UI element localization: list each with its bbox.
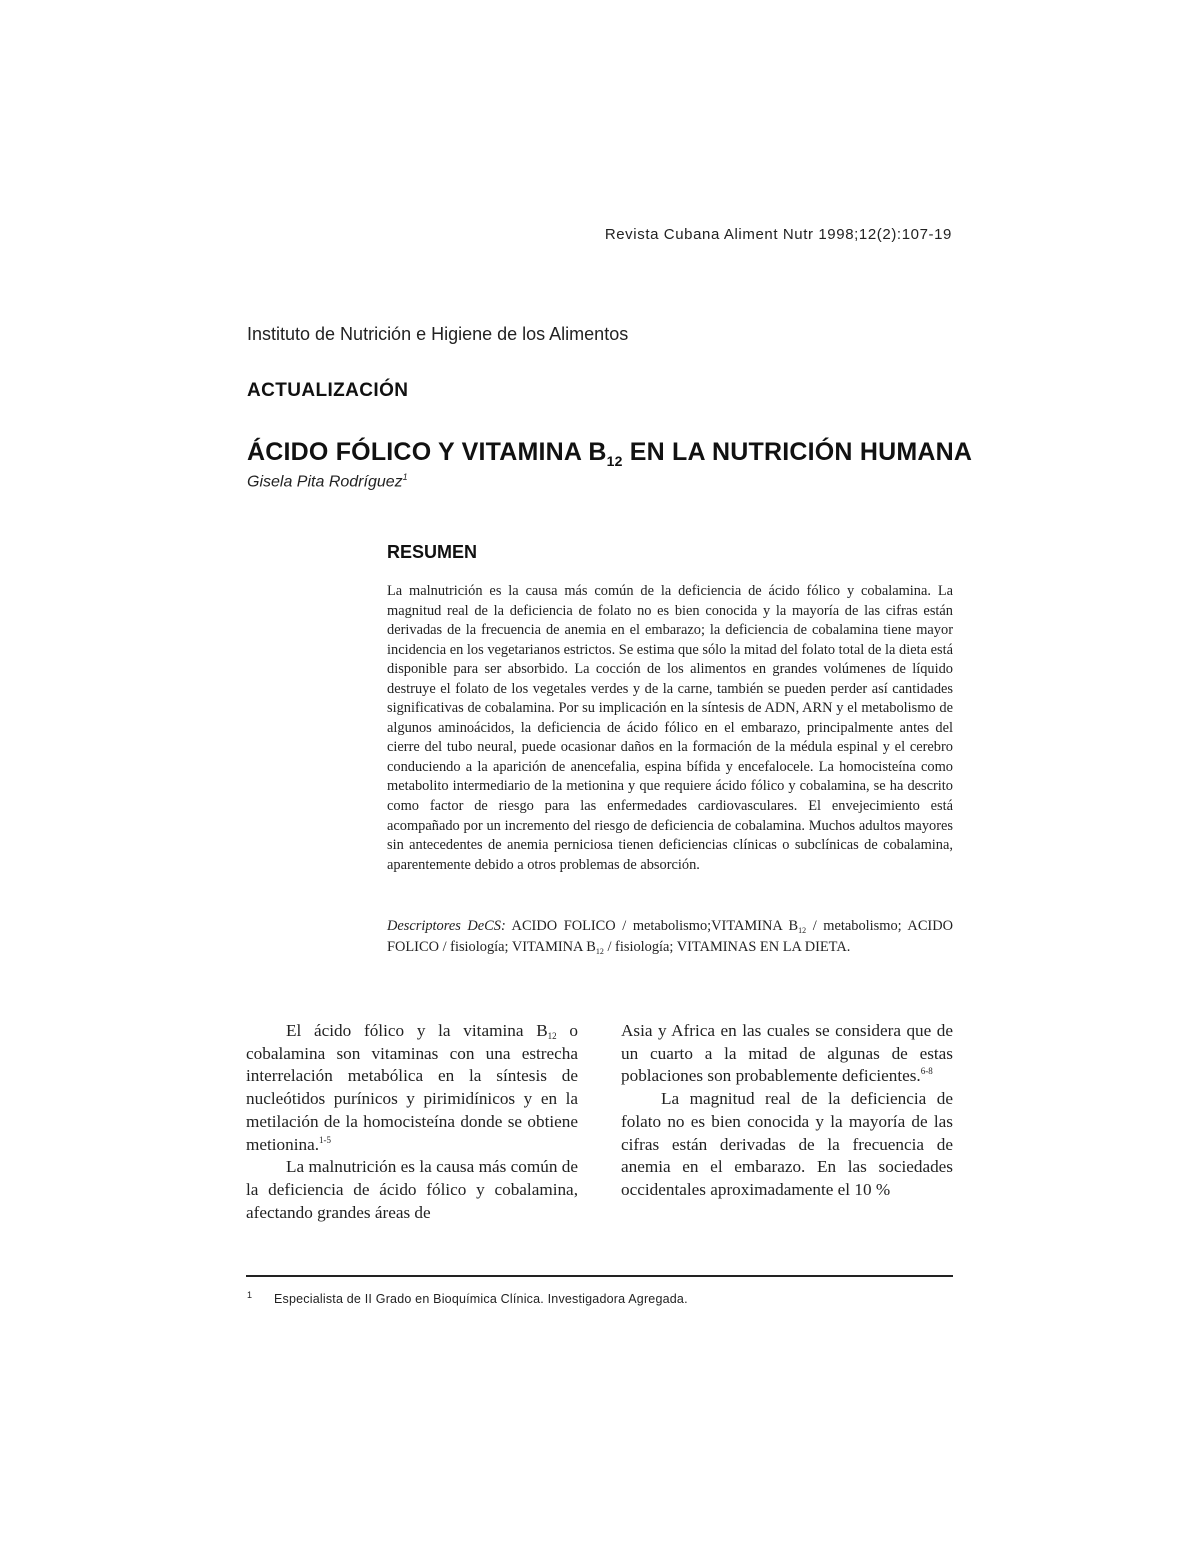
body-column-left — [246, 1020, 578, 1224]
reference-mark: 6-8 — [920, 1066, 933, 1077]
abstract-text: La malnutrición es la causa más común de la deficiencia de ácido fólico y cobalamina. La magnitud real de la deficiencia de folato no es bien conocida y la mayoría de las cifras están derivadas de la frecuencia de anemia en el embarazo; la deficiencia de cobalamina tiene mayor incidencia en los vegetarianos estrictos. Se estima que sólo la mitad del folato total de la dieta está disponible para ser absorbido. La cocción de los alimentos en grandes volúmenes de líquido destruye el folato de los vegetales verdes y de la carne, también se pueden perder así cantidades significativas de cobalamina. Por su implicación en la síntesis de ADN, ARN y el metabolismo de algunos aminoácidos, la deficiencia de ácido fólico en el embarazo, principalmente antes del cierre del tubo neural, puede ocasionar daños en la formación de la médula espinal y el cerebro conduciendo a la aparición de anencefalia, espina bífida y encefalocele. La homocisteína como metabolito intermediario de la metionina y que requiere ácido fólico y cobalamina, se ha descrito como factor de riesgo para las enfermedades cardiovasculares. El envejecimiento está acompañado por un incremento del riesgo de deficiencia de cobalamina. Muchos adultos mayores sin antecedentes de anemia perniciosa tienen deficiencias clínicas o subclínicas de cobalamina, aparentemente debido a otros problemas de absorción. — [387, 583, 953, 873]
section-label: ACTUALIZACIÓN — [247, 380, 409, 401]
descriptors-seg-2: / metabolismo; ACIDO FOLICO / fisiología; VITAMINA B — [387, 918, 953, 955]
descriptors-sub-2: 12 — [595, 947, 604, 956]
title-subscript: 12 — [606, 453, 623, 469]
body-paragraph: La magnitud real de la deficiencia de folato no es bien conocida y la mayoría de las cifras están derivadas de la frecuencia de anemia en el embarazo. En las sociedades occidentales aproximadamente el 10 % — [621, 1089, 953, 1199]
body-column-right — [621, 1020, 953, 1202]
institution-name: Instituto de Nutrición e Higiene de los Alimentos — [247, 324, 629, 344]
body-text: o cobalamina son vitaminas con una estrecha interrelación metabólica en la síntesis de nucleótidos purínicos y pirimidínicos y en la metilación de la homocisteína donde se obtiene metionina. — [246, 1021, 579, 1154]
footnote-mark: 1 — [247, 1290, 253, 1300]
descriptors-label: Descriptores DeCS: — [387, 918, 506, 934]
body-paragraph — [621, 1020, 953, 1088]
descriptors-seg-3: / fisiología; VITAMINAS EN LA DIETA. — [603, 939, 851, 955]
author-name: Gisela Pita Rodríguez — [247, 473, 403, 491]
descriptors-sub-1: 12 — [798, 926, 807, 935]
title-part-1: ÁCIDO FÓLICO Y VITAMINA B — [247, 438, 607, 466]
descriptors-seg-1: ACIDO FOLICO / metabolismo;VITAMINA B — [505, 918, 799, 934]
article-title — [247, 438, 972, 467]
body-text: Asia y Africa en las cuales se considera que de un cuarto a la mitad de algunas de estas poblaciones son probablemente deficientes. — [621, 1021, 953, 1086]
abstract-heading: RESUMEN — [387, 542, 478, 562]
footnote-divider — [246, 1275, 953, 1277]
body-text: El ácido fólico y la vitamina B — [286, 1021, 548, 1040]
footnote-text: Especialista de II Grado en Bioquímica Clínica. Investigadora Agregada. — [274, 1292, 688, 1306]
title-part-2: EN LA NUTRICIÓN HUMANA — [622, 438, 973, 466]
descriptors — [387, 916, 953, 958]
journal-citation: Revista Cubana Aliment Nutr 1998;12(2):107-19 — [604, 226, 952, 243]
author-footnote-mark: 1 — [402, 472, 408, 482]
body-paragraph — [246, 1020, 578, 1156]
author-line — [247, 472, 408, 491]
reference-mark: 1-5 — [319, 1134, 332, 1145]
body-paragraph: La malnutrición es la causa más común de la deficiencia de ácido fólico y cobalamina, afectando grandes áreas de — [246, 1157, 578, 1222]
body-subscript: 12 — [547, 1031, 557, 1041]
